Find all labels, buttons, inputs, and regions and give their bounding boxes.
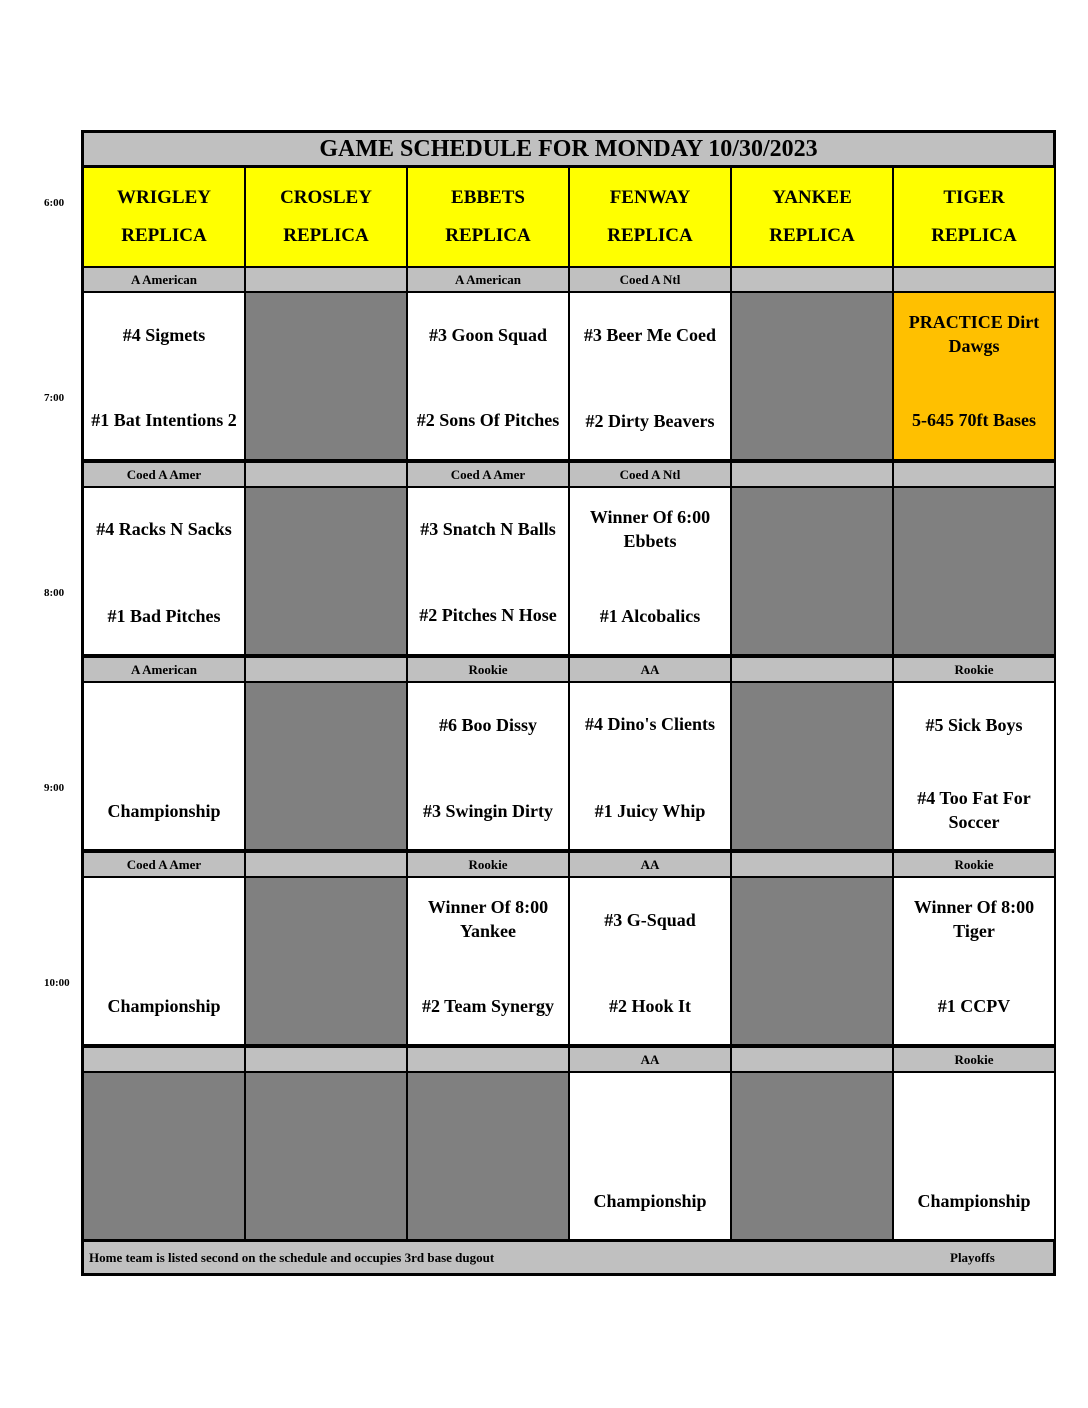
game-cell xyxy=(408,293,568,459)
field-type: REPLICA xyxy=(931,225,1017,246)
away-team: Winner Of 8:00 Tiger xyxy=(913,897,1035,941)
away-team: #4 Dino's Clients xyxy=(584,714,716,734)
division-label: Rookie xyxy=(894,1048,1054,1071)
game-cell xyxy=(894,488,1054,654)
division-label: Rookie xyxy=(408,658,568,681)
division-label xyxy=(84,1048,244,1071)
field-header-3 xyxy=(570,168,730,266)
game-cell xyxy=(246,878,406,1044)
time-label: 10:00 xyxy=(44,977,70,989)
time-label: 6:00 xyxy=(44,197,65,209)
away-team: #5 Sick Boys xyxy=(925,715,1023,735)
field-type: REPLICA xyxy=(607,225,693,246)
division-label xyxy=(732,853,892,876)
field-header-1 xyxy=(246,168,406,266)
away-team: #6 Boo Dissy xyxy=(438,715,537,735)
field-header-5 xyxy=(894,168,1054,266)
game-cell xyxy=(732,1073,892,1239)
division-label xyxy=(894,463,1054,486)
home-team: #1 Alcobalics xyxy=(599,606,701,626)
field-header-0 xyxy=(84,168,244,266)
time-label: 9:00 xyxy=(44,782,65,794)
footer-tag: Playoffs xyxy=(950,1250,995,1265)
home-team: #4 Too Fat For Soccer xyxy=(917,788,1031,832)
game-cell xyxy=(84,1073,244,1239)
division-label xyxy=(246,658,406,681)
division-label xyxy=(732,1048,892,1071)
schedule-sheet xyxy=(81,130,1056,1276)
game-cell xyxy=(894,683,1054,849)
game-cell xyxy=(84,683,244,849)
away-team: #4 Racks N Sacks xyxy=(96,519,232,539)
division-label: AA xyxy=(570,853,730,876)
game-cell xyxy=(246,683,406,849)
away-team: #3 Snatch N Balls xyxy=(420,519,556,539)
division-label: Coed A Amer xyxy=(408,463,568,486)
footer-note: Home team is listed second on the schedule and occupies 3rd base dugout xyxy=(89,1250,495,1265)
away-team: #3 Beer Me Coed xyxy=(583,325,717,345)
time-label: 8:00 xyxy=(44,587,65,599)
field-header-2 xyxy=(408,168,568,266)
away-team: Winner Of 6:00 Ebbets xyxy=(589,507,711,551)
game-cell xyxy=(570,293,730,459)
field-name: EBBETS xyxy=(451,187,525,208)
division-label xyxy=(246,1048,406,1071)
field-type: REPLICA xyxy=(121,225,207,246)
division-label: Coed A Amer xyxy=(84,463,244,486)
game-cell xyxy=(570,878,730,1044)
game-cell xyxy=(84,488,244,654)
home-team: #1 Bat Intentions 2 xyxy=(91,410,237,430)
away-team: #3 G-Squad xyxy=(604,910,696,930)
home-team: Championship xyxy=(593,1191,707,1211)
schedule-title: GAME SCHEDULE FOR MONDAY 10/30/2023 xyxy=(84,133,1053,167)
footer-bar xyxy=(84,1242,1053,1273)
division-label: A American xyxy=(84,658,244,681)
game-cell xyxy=(84,878,244,1044)
game-cell xyxy=(894,878,1054,1044)
game-cell xyxy=(408,488,568,654)
home-team: #1 Juicy Whip xyxy=(594,801,706,821)
division-label: Rookie xyxy=(408,853,568,876)
away-team: #4 Sigmets xyxy=(122,325,206,345)
game-cell xyxy=(408,683,568,849)
division-label: Coed A Ntl xyxy=(570,268,730,291)
field-type: REPLICA xyxy=(445,225,531,246)
home-team: Championship xyxy=(917,1191,1031,1211)
home-team: #2 Pitches N Hose xyxy=(419,605,557,625)
game-cell xyxy=(84,293,244,459)
division-label xyxy=(408,1048,568,1071)
game-cell xyxy=(732,488,892,654)
field-type: REPLICA xyxy=(283,225,369,246)
division-label: Coed A Ntl xyxy=(570,463,730,486)
division-label: AA xyxy=(570,658,730,681)
field-name: FENWAY xyxy=(609,187,691,208)
division-label xyxy=(732,268,892,291)
game-cell xyxy=(894,293,1054,459)
home-team: Championship xyxy=(107,996,221,1016)
division-label xyxy=(246,853,406,876)
home-team: 5-645 70ft Bases xyxy=(912,410,1036,430)
division-label: Rookie xyxy=(894,658,1054,681)
division-label xyxy=(246,463,406,486)
away-team: Winner Of 8:00 Yankee xyxy=(427,897,549,941)
home-team: #2 Hook It xyxy=(608,996,691,1016)
game-cell xyxy=(732,293,892,459)
field-header-4 xyxy=(732,168,892,266)
game-cell xyxy=(732,878,892,1044)
game-cell xyxy=(408,1073,568,1239)
division-label: Rookie xyxy=(894,853,1054,876)
game-cell xyxy=(570,488,730,654)
away-team: #3 Goon Squad xyxy=(428,325,548,345)
time-label: 7:00 xyxy=(44,392,65,404)
division-label: Coed A Amer xyxy=(84,853,244,876)
game-cell xyxy=(894,1073,1054,1239)
division-label: A American xyxy=(84,268,244,291)
game-cell xyxy=(732,683,892,849)
game-cell xyxy=(246,488,406,654)
game-cell xyxy=(570,1073,730,1239)
division-label xyxy=(732,463,892,486)
home-team: #2 Sons Of Pitches xyxy=(416,410,560,430)
field-name: WRIGLEY xyxy=(117,187,211,208)
home-team: #1 CCPV xyxy=(937,996,1011,1016)
division-label xyxy=(894,268,1054,291)
game-cell xyxy=(570,683,730,849)
away-team: PRACTICE Dirt Dawgs xyxy=(908,312,1040,356)
field-name: TIGER xyxy=(943,187,1005,208)
field-type: REPLICA xyxy=(769,225,855,246)
field-name: YANKEE xyxy=(772,187,852,208)
home-team: #1 Bad Pitches xyxy=(107,606,221,626)
game-cell xyxy=(246,293,406,459)
division-label xyxy=(246,268,406,291)
division-label: AA xyxy=(570,1048,730,1071)
division-label xyxy=(732,658,892,681)
field-name: CROSLEY xyxy=(280,187,372,208)
game-cell xyxy=(408,878,568,1044)
home-team: #3 Swingin Dirty xyxy=(422,801,554,821)
home-team: #2 Team Synergy xyxy=(421,996,554,1016)
home-team: Championship xyxy=(107,801,221,821)
game-cell xyxy=(246,1073,406,1239)
home-team: #2 Dirty Beavers xyxy=(585,411,715,431)
division-label: A American xyxy=(408,268,568,291)
